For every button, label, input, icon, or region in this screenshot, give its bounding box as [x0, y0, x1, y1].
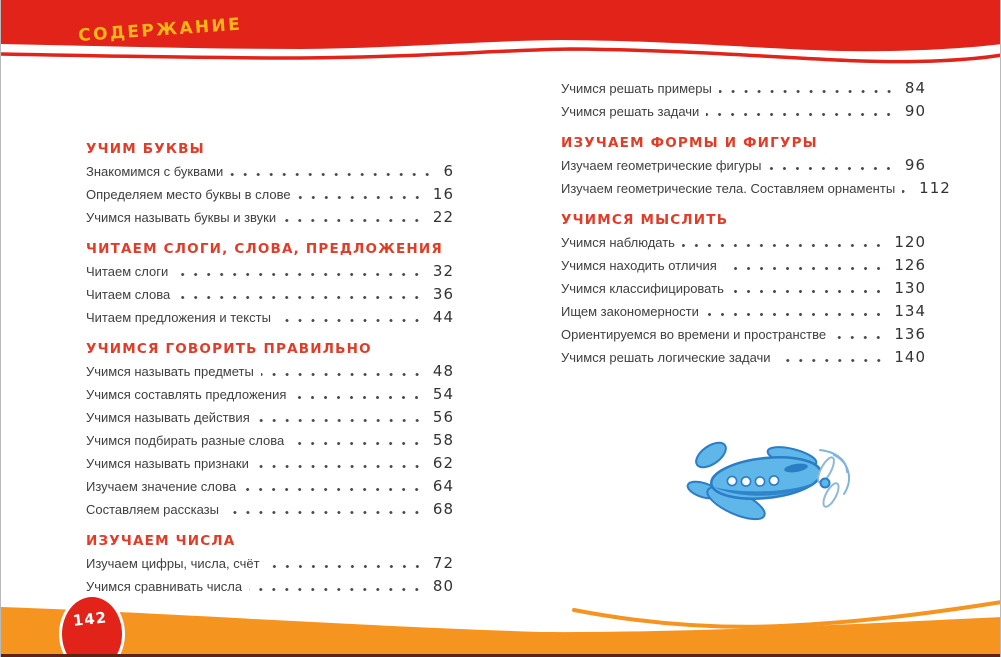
airplane-window [727, 476, 736, 485]
toc-section [86, 530, 454, 598]
entry-title: Учимся находить отличия [561, 258, 717, 273]
entry-title: Составляем рассказы [86, 502, 219, 517]
section-heading: ЧИТАЕМ СЛОГИ, СЛОВА, ПРЕДЛОЖЕНИЯ [86, 241, 443, 257]
dot-leader [249, 587, 428, 592]
dot-leader [706, 112, 900, 117]
toc-entry [561, 323, 926, 346]
entry-title: Учимся решать логические задачи [561, 350, 771, 365]
toc-entry [86, 260, 454, 283]
entry-page-number: 64 [432, 477, 454, 495]
airplane-window [755, 477, 764, 486]
dot-leader [902, 189, 914, 194]
toc-section [86, 138, 454, 229]
toc-entry [86, 206, 454, 229]
toc-entry [561, 231, 926, 254]
toc-column-left [86, 138, 454, 598]
entry-title: Определяем место буквы в слове [86, 187, 291, 202]
dot-leader [298, 195, 428, 200]
dot-leader [267, 564, 428, 569]
entry-title: Изучаем значение слова [86, 479, 237, 494]
toc-entry [86, 383, 454, 406]
entry-title: Учимся решать примеры [561, 81, 712, 96]
toc-entry [86, 360, 454, 383]
entry-title: Учимся составлять предложения [86, 387, 287, 402]
airplane-tail-fin [692, 438, 730, 472]
propeller-hub [821, 479, 830, 488]
entry-title: Учимся классифицировать [561, 281, 724, 296]
toc-section [561, 132, 951, 200]
entry-page-number: 120 [894, 233, 926, 251]
entry-title: Учимся называть признаки [86, 456, 249, 471]
dot-leader [256, 464, 428, 469]
dot-leader [175, 272, 428, 277]
entry-title: Ориентируемся во времени и пространстве [561, 327, 827, 342]
toc-entry [86, 306, 454, 329]
entry-page-number: 140 [894, 348, 926, 366]
dot-leader [768, 166, 899, 171]
toc-entry [86, 452, 454, 475]
entry-page-number: 96 [904, 156, 926, 174]
entry-title: Учимся решать задачи [561, 104, 700, 119]
toc-entry [86, 575, 454, 598]
dot-leader [706, 312, 890, 317]
entry-title: Читаем слоги [86, 264, 169, 279]
dot-leader [283, 218, 428, 223]
entry-page-number: 44 [432, 308, 454, 326]
dot-leader [291, 441, 428, 446]
toc-entry [561, 154, 926, 177]
dot-leader [724, 266, 890, 271]
entry-title: Изучаем цифры, числа, счёт [86, 556, 260, 571]
entry-title: Знакомимся с буквами [86, 164, 224, 179]
entry-title: Читаем предложения и тексты [86, 310, 271, 325]
entry-page-number: 80 [432, 577, 454, 595]
toc-entry [561, 277, 926, 300]
entry-title: Учимся называть предметы [86, 364, 254, 379]
toc-section [561, 77, 926, 123]
toc-section [86, 238, 454, 329]
toc-section [561, 209, 926, 369]
toc-entry [86, 429, 454, 452]
entry-page-number: 90 [904, 102, 926, 120]
toc-entry [86, 283, 454, 306]
dot-leader [731, 289, 890, 294]
toc-entry [86, 552, 454, 575]
toc-entry [561, 77, 926, 100]
entry-page-number: 32 [432, 262, 454, 280]
airplane-window [769, 476, 778, 485]
entry-page-number: 130 [894, 279, 926, 297]
section-heading: УЧИМ БУКВЫ [86, 141, 205, 157]
dot-leader [719, 89, 900, 94]
entry-title: Читаем слова [86, 287, 171, 302]
toc-entry [86, 475, 454, 498]
toc-entry [86, 498, 454, 521]
toc-entry [86, 160, 454, 183]
page-title: СОДЕРЖАНИЕ [77, 14, 243, 47]
toc-column-right [561, 77, 951, 369]
dot-leader [261, 372, 428, 377]
toc-section [86, 338, 454, 521]
entry-page-number: 22 [432, 208, 454, 226]
entry-title: Изучаем геометрические тела. Составляем орнаменты [561, 181, 896, 196]
dot-leader [230, 172, 438, 177]
dot-leader [278, 318, 428, 323]
entry-title: Учимся сравнивать числа [86, 579, 243, 594]
entry-title: Ищем закономерности [561, 304, 699, 319]
section-heading: ИЗУЧАЕМ ФОРМЫ И ФИГУРЫ [561, 135, 818, 151]
entry-title: Изучаем геометрические фигуры [561, 158, 762, 173]
toc-entry [561, 177, 951, 200]
section-heading: УЧИМСЯ МЫСЛИТЬ [561, 212, 729, 228]
entry-page-number: 58 [432, 431, 454, 449]
toc-entry [86, 183, 454, 206]
airplane-fuselage [709, 452, 823, 503]
entry-page-number: 112 [919, 179, 951, 197]
dot-leader [833, 335, 889, 340]
dot-leader [257, 418, 428, 423]
entry-page-number: 136 [894, 325, 926, 343]
entry-page-number: 68 [432, 500, 454, 518]
entry-page-number: 126 [894, 256, 926, 274]
entry-page-number: 54 [432, 385, 454, 403]
dot-leader [778, 358, 890, 363]
entry-page-number: 84 [904, 79, 926, 97]
bottom-orange-band [1, 590, 1001, 657]
section-heading: УЧИМСЯ ГОВОРИТЬ ПРАВИЛЬНО [86, 341, 372, 357]
entry-page-number: 62 [432, 454, 454, 472]
toc-entry [561, 254, 926, 277]
entry-page-number: 72 [432, 554, 454, 572]
dot-leader [177, 295, 428, 300]
airplane-window [741, 477, 750, 486]
entry-title: Учимся подбирать разные слова [86, 433, 285, 448]
entry-title: Учимся называть действия [86, 410, 250, 425]
dot-leader [682, 243, 889, 248]
toc-entry [561, 100, 926, 123]
entry-page-number: 134 [894, 302, 926, 320]
entry-page-number: 36 [432, 285, 454, 303]
dot-leader [243, 487, 428, 492]
dot-leader [293, 395, 428, 400]
entry-page-number: 48 [432, 362, 454, 380]
toc-entry [561, 300, 926, 323]
page-number: 142 [71, 608, 108, 630]
entry-title: Учимся называть буквы и звуки [86, 210, 277, 225]
airplane-illustration [684, 428, 852, 528]
dot-leader [226, 510, 428, 515]
entry-page-number: 16 [432, 185, 454, 203]
entry-page-number: 6 [443, 162, 454, 180]
toc-entry [86, 406, 454, 429]
entry-page-number: 56 [432, 408, 454, 426]
toc-entry [561, 346, 926, 369]
section-heading: ИЗУЧАЕМ ЧИСЛА [86, 533, 236, 549]
entry-title: Учимся наблюдать [561, 235, 675, 250]
